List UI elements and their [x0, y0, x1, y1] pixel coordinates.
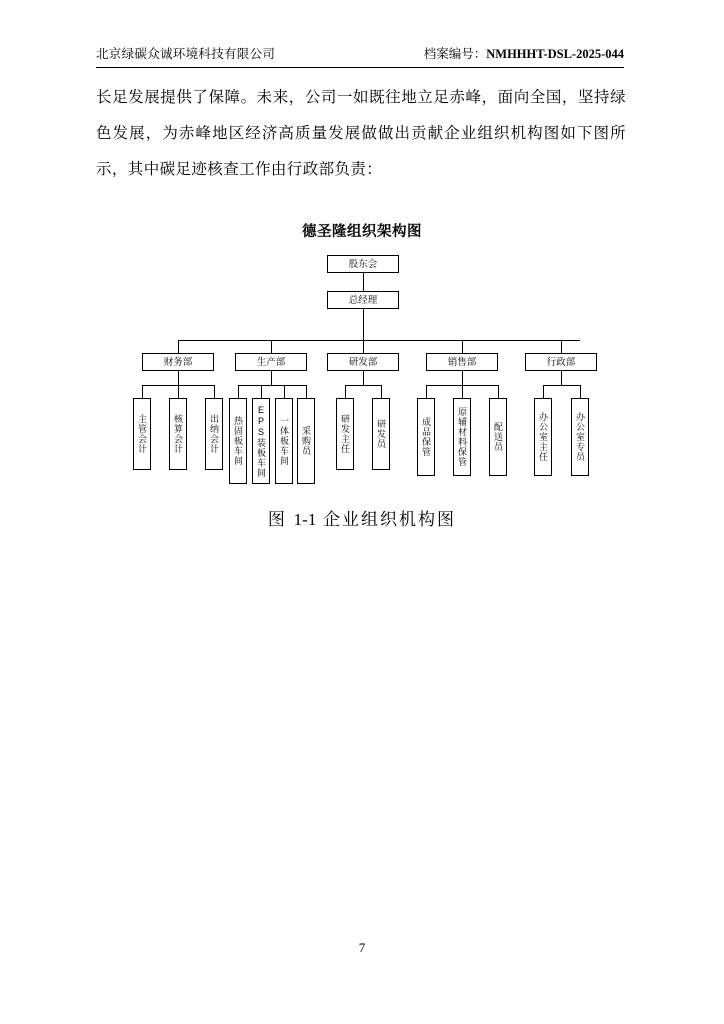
bus-rnd [345, 385, 381, 386]
org-node-office-director: 办公室主任 [534, 398, 552, 476]
connector-sales-down [462, 371, 463, 385]
body-paragraph: 长足发展提供了保障。未来，公司一如既往地立足赤峰，面向全国，坚持绿色发展，为赤峰地区经济高质量发展做做出贡献企业组织机构图如下图所示，其中碳足迹核查工作由行政部负责： [96, 89, 626, 178]
org-node-general-manager: 总经理 [327, 291, 399, 309]
connector-production-down [271, 371, 272, 385]
drop-dept-3 [363, 340, 364, 353]
org-node-cost-accountant: 核算会计 [169, 398, 187, 470]
org-node-rnd-dept: 研发部 [327, 353, 399, 371]
drop-finance-2 [178, 385, 179, 398]
org-node-finance-dept: 财务部 [142, 353, 214, 371]
drop-rnd-1 [345, 385, 346, 398]
org-node-purchaser: 采购员 [297, 398, 315, 484]
connector-finance-down [178, 371, 179, 385]
drop-sales-3 [498, 385, 499, 398]
org-node-integrated-board-workshop: 一体板车间 [275, 398, 293, 484]
org-node-office-specialist: 办公室专员 [571, 398, 589, 476]
org-node-shareholders: 股东会 [327, 255, 399, 273]
org-node-thermoset-workshop: 热固板车间 [229, 398, 247, 484]
header-record-number [424, 44, 624, 62]
drop-dept-4 [462, 340, 463, 353]
org-node-rnd-director: 研发主任 [336, 398, 354, 470]
drop-dept-1 [178, 340, 179, 353]
drop-production-1 [238, 385, 239, 398]
header-record-code: NMHHHT-DSL-2025-044 [486, 47, 624, 61]
drop-dept-2 [271, 340, 272, 353]
page-header [96, 44, 624, 68]
drop-production-3 [284, 385, 285, 398]
bus-production [238, 385, 306, 386]
org-chart [96, 245, 628, 495]
org-node-delivery-staff: 配送员 [489, 398, 507, 476]
org-node-production-dept: 生产部 [235, 353, 307, 371]
org-node-finished-goods-keeper: 成品保管 [417, 398, 435, 476]
drop-dept-5 [561, 340, 562, 353]
drop-sales-2 [462, 385, 463, 398]
org-node-raw-material-keeper: 原辅材料保管 [453, 398, 471, 476]
figure-caption-number: 1-1 [293, 510, 317, 529]
org-node-chief-accountant: 主管会计 [133, 398, 151, 470]
org-node-rnd-engineer: 研发员 [372, 398, 390, 470]
org-node-sales-dept: 销售部 [426, 353, 498, 371]
drop-finance-1 [142, 385, 143, 398]
drop-admin-2 [580, 385, 581, 398]
org-node-admin-dept: 行政部 [525, 353, 597, 371]
drop-production-4 [306, 385, 307, 398]
connector-l1-l2 [363, 273, 364, 291]
drop-production-2 [261, 385, 262, 398]
connector-rnd-down [363, 371, 364, 385]
drop-sales-1 [426, 385, 427, 398]
drop-rnd-2 [381, 385, 382, 398]
org-node-eps-workshop: EPS装板车间 [252, 398, 270, 484]
figure-caption-prefix: 图 [267, 510, 287, 529]
org-chart-title: 德圣隆组织架构图 [302, 224, 422, 240]
connector-gm-down [363, 309, 364, 340]
drop-admin-1 [543, 385, 544, 398]
bus-departments [178, 340, 580, 341]
figure-caption-text: 企业组织机构图 [323, 510, 457, 529]
drop-finance-3 [214, 385, 215, 398]
page-number: 7 [358, 940, 366, 955]
bus-admin [543, 385, 580, 386]
header-company-name: 北京绿碳众诚环境科技有限公司 [96, 47, 276, 61]
connector-admin-down [561, 371, 562, 385]
header-record-label: 档案编号： [423, 47, 487, 61]
figure-caption [0, 505, 724, 530]
org-node-cashier-accountant: 出纳会计 [205, 398, 223, 470]
